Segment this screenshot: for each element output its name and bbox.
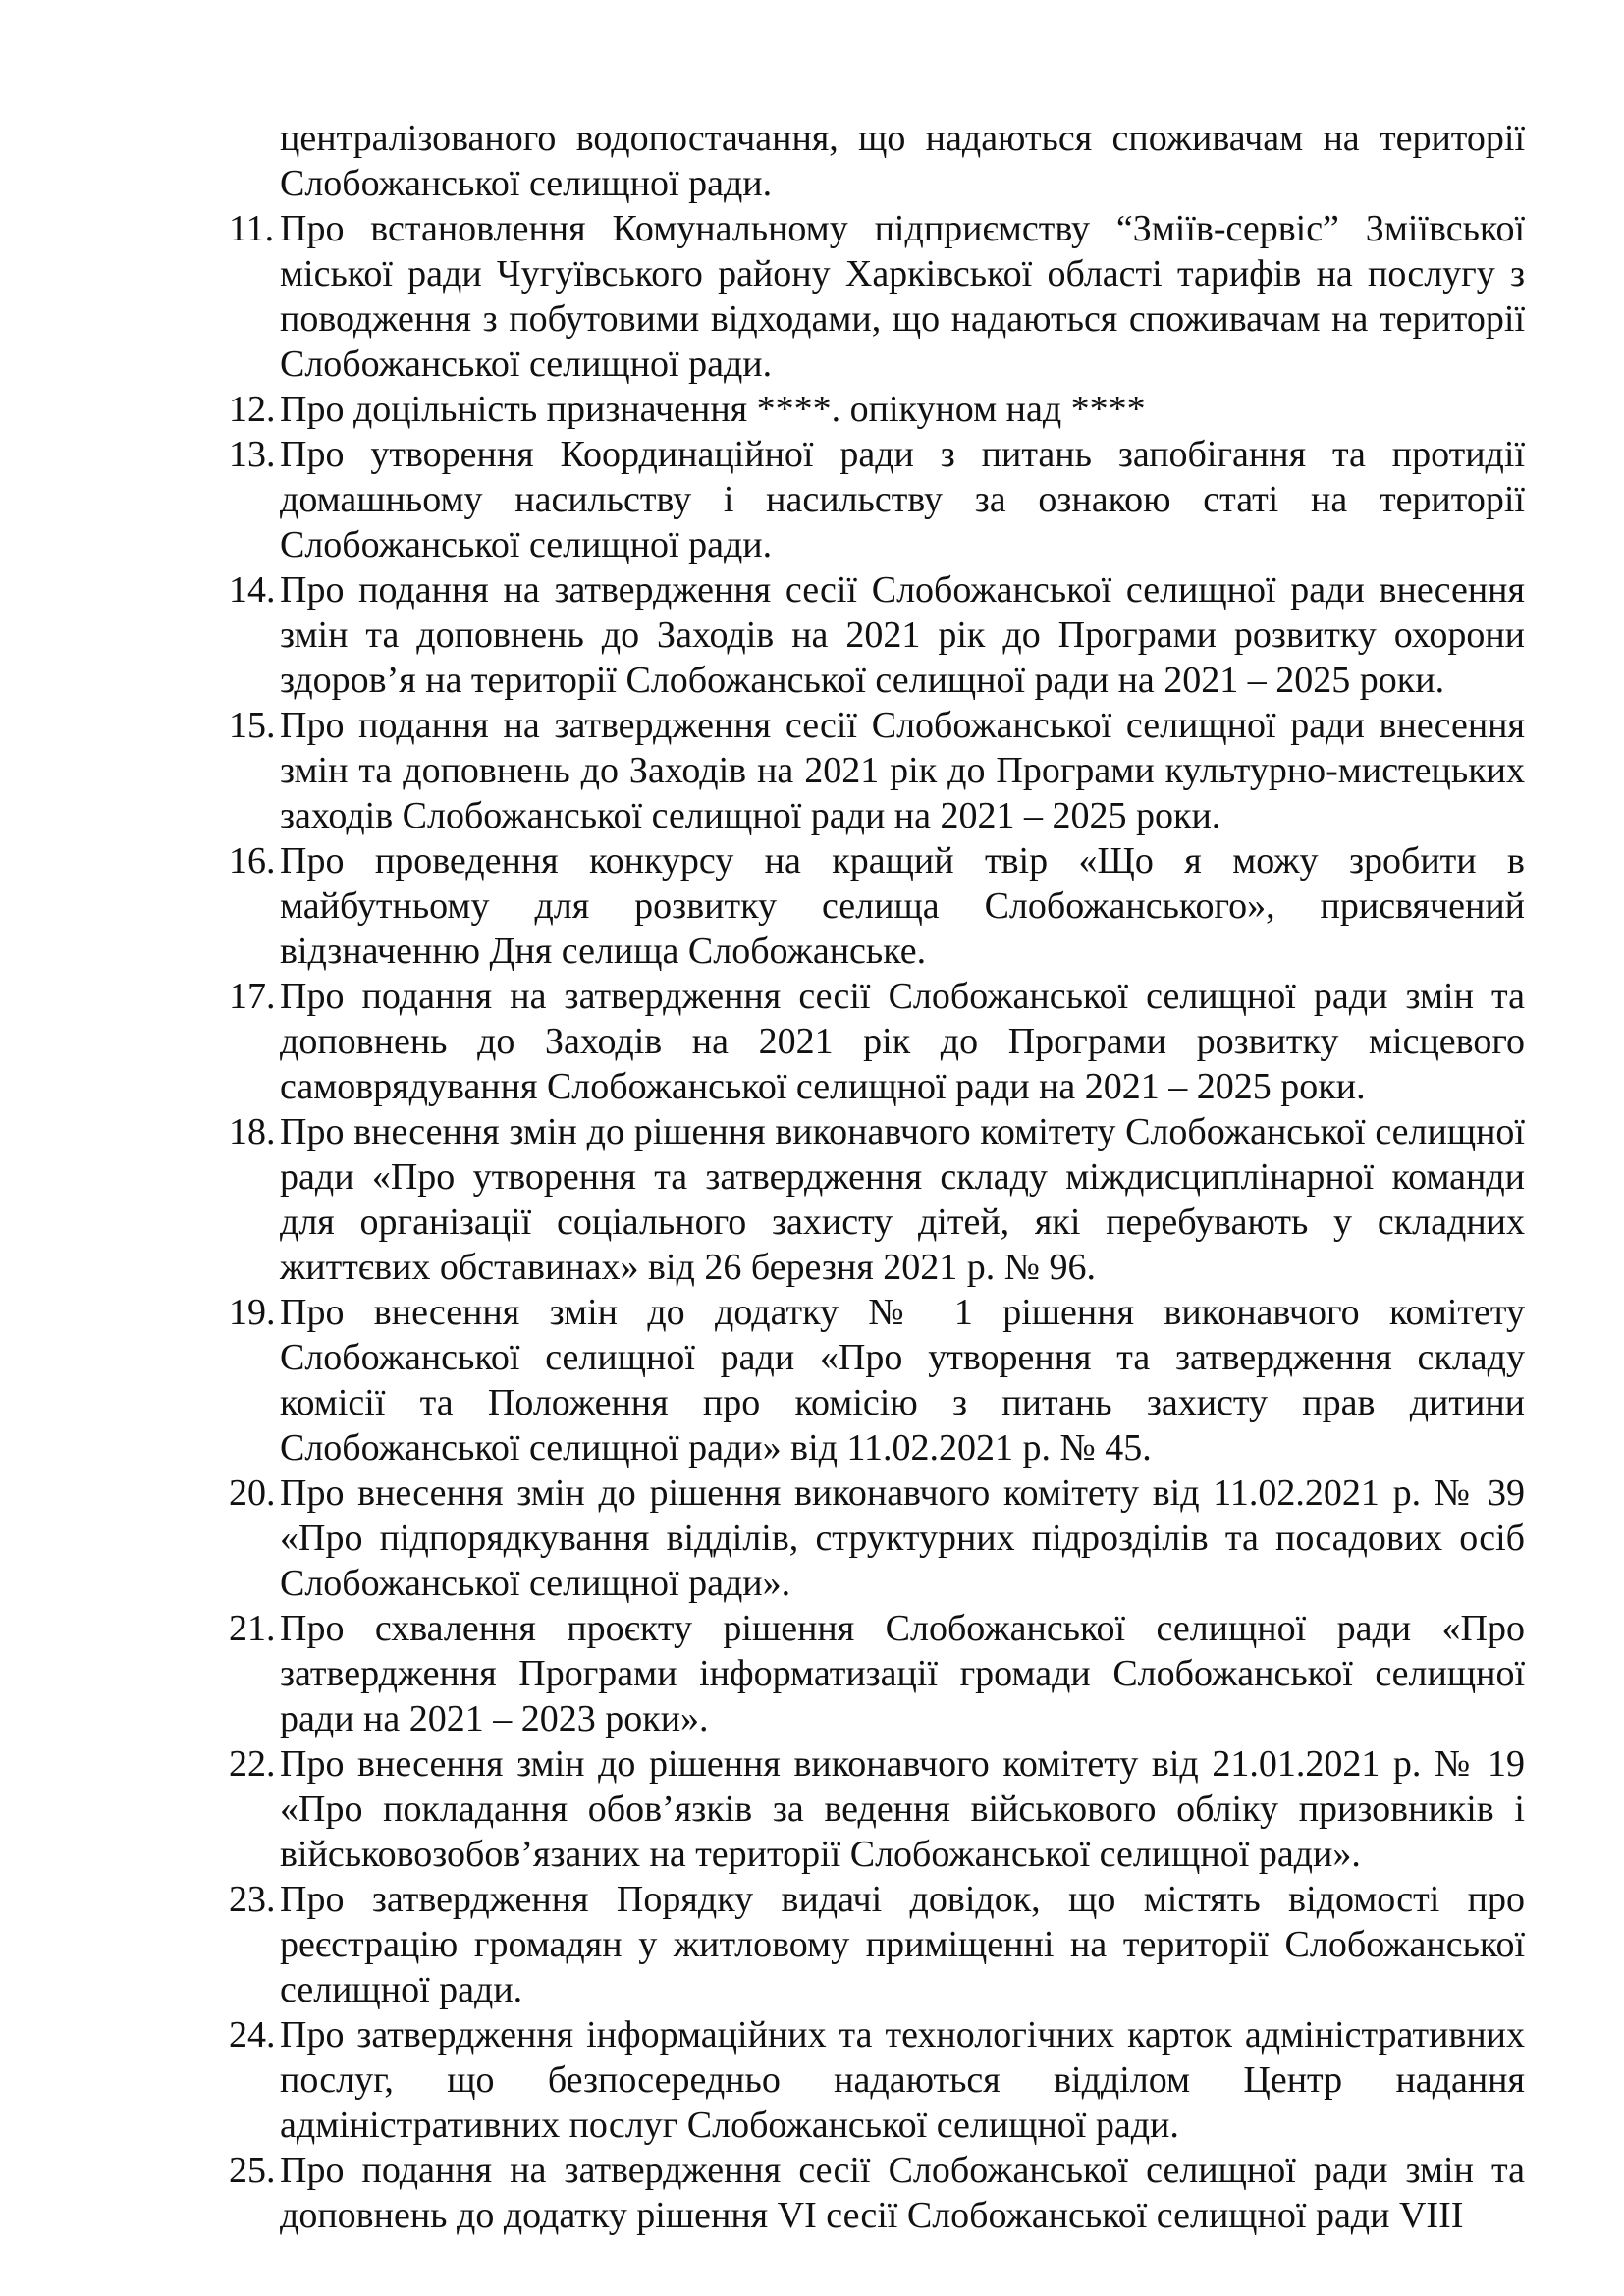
item-number: 21. — [229, 1608, 276, 1649]
list-item — [229, 2148, 1525, 2238]
continuation-text: централізованого водопостачання, що надаються споживачам на території Слобожанської селищної ради. — [280, 118, 1525, 204]
item-number: 20. — [229, 1472, 276, 1514]
item-number: 12. — [229, 389, 276, 430]
item-number: 22. — [229, 1743, 276, 1785]
item-number: 18. — [229, 1111, 276, 1152]
list-item — [229, 838, 1525, 974]
item-text: Про доцільність призначення ****. опікуном над **** — [280, 389, 1146, 430]
item-number: 13. — [229, 434, 276, 475]
item-number: 15. — [229, 705, 276, 746]
list-item — [229, 2012, 1525, 2148]
item-number: 23. — [229, 1879, 276, 1920]
list-item — [229, 432, 1525, 567]
list-item — [229, 1290, 1525, 1470]
item-number: 14. — [229, 569, 276, 611]
item-text: Про внесення змін до додатку № 1 рішення виконавчого комітету Слобожанської селищної ради «Про утворення та затвердження складу комісії та Положення про комісію з питань захисту прав дитини Слобожанської селищної ради» від 11.02.2021 р. № 45. — [280, 1292, 1525, 1468]
item-text: Про подання на затвердження сесії Слобожанської селищної ради змін та доповнень до Заходів на 2021 рік до Програми розвитку місцевого самоврядування Слобожанської селищної ради на 2021 – 2025 роки. — [280, 976, 1525, 1107]
item-text: Про подання на затвердження сесії Слобожанської селищної ради внесення змін та доповнень до Заходів на 2021 рік до Програми культурно-мистецьких заходів Слобожанської селищної ради на 2021 – 2025 роки. — [280, 705, 1525, 836]
item-text: Про внесення змін до рішення виконавчого комітету Слобожанської селищної ради «Про утворення та затвердження складу міждисциплінарної команди для організації соціального захисту дітей, які перебувають у складних життєвих обставинах» від 26 березня 2021 р. № 96. — [280, 1111, 1525, 1288]
item-text: Про подання на затвердження сесії Слобожанської селищної ради змін та доповнень до додатку рішення VI сесії Слобожанської селищної ради VIII — [280, 2150, 1525, 2236]
list-item — [229, 1470, 1525, 1606]
item-number: 11. — [229, 208, 275, 249]
item-text: Про внесення змін до рішення виконавчого комітету від 11.02.2021 р. № 39 «Про підпорядкування відділів, структурних підрозділів та посадових осіб Слобожанської селищної ради». — [280, 1472, 1525, 1604]
item-text: Про затвердження інформаційних та технологічних карток адміністративних послуг, що безпосередньо надаються відділом Центр надання адміністративних послуг Слобожанської селищної ради. — [280, 2014, 1525, 2146]
list-item — [229, 567, 1525, 703]
item-text: Про подання на затвердження сесії Слобожанської селищної ради внесення змін та доповнень до Заходів на 2021 рік до Програми розвитку охорони здоров’я на території Слобожанської селищної ради на 2021 – 2025 роки. — [280, 569, 1525, 701]
list-item — [229, 206, 1525, 387]
item-text: Про утворення Координаційної ради з питань запобігання та протидії домашньому насильству і насильству за ознакою статі на території Слобожанської селищної ради. — [280, 434, 1525, 565]
item-text: Про схвалення проєкту рішення Слобожанської селищної ради «Про затвердження Програми інформатизації громади Слобожанської селищної ради на 2021 – 2023 роки». — [280, 1608, 1525, 1739]
list-item — [229, 974, 1525, 1109]
item-number: 16. — [229, 840, 276, 881]
agenda-list — [229, 116, 1525, 2238]
item-number: 17. — [229, 976, 276, 1017]
item-text: Про проведення конкурсу на кращий твір «Що я можу зробити в майбутньому для розвитку селища Слобожанського», присвячений відзначенню Дня селища Слобожанське. — [280, 840, 1525, 972]
list-item — [229, 703, 1525, 838]
item-number: 24. — [229, 2014, 276, 2056]
list-item — [229, 1877, 1525, 2012]
list-item — [229, 387, 1525, 432]
list-item — [229, 1741, 1525, 1877]
item-text: Про внесення змін до рішення виконавчого комітету від 21.01.2021 р. № 19 «Про покладання обов’язків за ведення військового обліку призовників і військовозобов’язаних на території Слобожанської селищної ради». — [280, 1743, 1525, 1875]
item-number: 19. — [229, 1292, 276, 1333]
list-item — [229, 1606, 1525, 1741]
item-text: Про встановлення Комунальному підприємству “Зміїв-сервіс” Зміївської міської ради Чугуївського району Харківської області тарифів на послугу з поводження з побутовими відходами, що надаються споживачам на території Слобожанської селищної ради. — [280, 208, 1525, 385]
list-item — [229, 1109, 1525, 1290]
item-text: Про затвердження Порядку видачі довідок, що містять відомості про реєстрацію громадян у житловому приміщенні на території Слобожанської селищної ради. — [280, 1879, 1525, 2010]
item-number: 25. — [229, 2150, 276, 2191]
